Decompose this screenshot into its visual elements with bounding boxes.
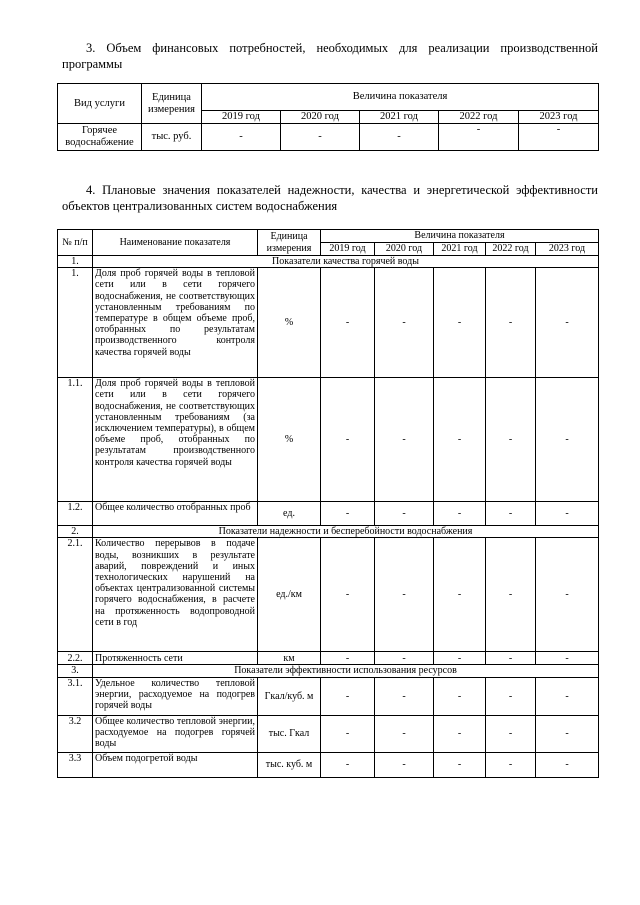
cell-num: 1.2. — [58, 502, 93, 526]
cell-unit: км — [258, 652, 321, 665]
cell-num: 3.2 — [58, 715, 93, 752]
group-num: 1. — [58, 256, 93, 268]
cell-name: Доля проб горячей воды в тепловой сети или в сети горячего водоснабжения, не соответствующих установленным требованиям (за исключением температуры), в общем объеме проб, отобранных по результатам производственного контроля качества горячей воды — [93, 378, 258, 502]
table-row — [58, 124, 599, 151]
cell-name: Удельное количество тепловой энергии, расходуемое на подогрев горячей воды — [93, 677, 258, 715]
cell-value: - — [486, 752, 536, 777]
cell-unit: ед. — [258, 502, 321, 526]
group-num: 3. — [58, 665, 93, 677]
header-year: 2022 год — [486, 243, 536, 256]
cell-num: 3.3 — [58, 752, 93, 777]
cell-value: - — [375, 378, 434, 502]
cell-value: - — [434, 538, 486, 652]
cell-value: - — [486, 538, 536, 652]
table-row — [58, 502, 599, 526]
cell-value: - — [486, 677, 536, 715]
cell-name: Общее количество тепловой энергии, расходуемое на подогрев горячей воды — [93, 715, 258, 752]
cell-num: 2.1. — [58, 538, 93, 652]
header-year: 2023 год — [519, 111, 599, 124]
header-value: Величина показателя — [321, 230, 599, 243]
financial-needs-table — [57, 83, 599, 151]
cell-value: - — [321, 652, 375, 665]
cell-value: - — [536, 715, 599, 752]
cell-value: - — [486, 268, 536, 378]
cell-value: - — [434, 677, 486, 715]
cell-value: - — [536, 502, 599, 526]
cell-value: - — [375, 502, 434, 526]
cell-service: Горячее водоснабжение — [58, 124, 142, 151]
header-unit: Единица измерения — [142, 84, 202, 124]
cell-value: - — [375, 677, 434, 715]
group-title: Показатели надежности и бесперебойности водоснабжения — [93, 526, 599, 538]
cell-unit: тыс. руб. — [142, 124, 202, 151]
cell-value: - — [536, 677, 599, 715]
cell-value: - — [360, 124, 439, 151]
cell-num: 3.1. — [58, 677, 93, 715]
cell-value: - — [321, 502, 375, 526]
cell-unit: % — [258, 268, 321, 378]
group-title: Показатели эффективности использования ресурсов — [93, 665, 599, 677]
cell-value: - — [321, 538, 375, 652]
header-year: 2020 год — [281, 111, 360, 124]
group-row — [58, 256, 599, 268]
cell-unit: Гкал/куб. м — [258, 677, 321, 715]
group-title: Показатели качества горячей воды — [93, 256, 599, 268]
cell-value: - — [536, 538, 599, 652]
table-row — [58, 378, 599, 502]
section4-heading: 4. Плановые значения показателей надежности, качества и энергетической эффективности объектов централизованных систем водоснабжения — [62, 183, 598, 213]
cell-value: - — [434, 715, 486, 752]
group-row — [58, 665, 599, 677]
indicators-table — [57, 229, 599, 778]
cell-unit: % — [258, 378, 321, 502]
header-service: Вид услуги — [58, 84, 142, 124]
table-row — [58, 677, 599, 715]
cell-name: Объем подогретой воды — [93, 752, 258, 777]
cell-value: - — [536, 268, 599, 378]
cell-name: Общее количество отобранных проб — [93, 502, 258, 526]
group-row — [58, 526, 599, 538]
cell-name: Количество перерывов в подаче воды, возникших в результате аварий, повреждений и иных технологических нарушений на объектах централизованной системы горячего водоснабжения, в расчете на протяженность водопроводной сети в год — [93, 538, 258, 652]
header-num: № п/п — [58, 230, 93, 256]
cell-unit: тыс. куб. м — [258, 752, 321, 777]
cell-value: - — [486, 715, 536, 752]
cell-num: 2.2. — [58, 652, 93, 665]
cell-value: - — [519, 124, 599, 151]
cell-unit: тыс. Гкал — [258, 715, 321, 752]
cell-value: - — [375, 268, 434, 378]
header-year: 2019 год — [202, 111, 281, 124]
cell-value: - — [434, 752, 486, 777]
cell-value: - — [434, 652, 486, 665]
cell-value: - — [375, 652, 434, 665]
cell-name: Доля проб горячей воды в тепловой сети или в сети горячего водоснабжения, не соответствующих установленным требованиям по температуре в общем объеме проб, отобранных по результатам производственного контроля качества горячей воды — [93, 268, 258, 378]
table-row — [58, 715, 599, 752]
table-row — [58, 752, 599, 777]
cell-value: - — [202, 124, 281, 151]
table-row — [58, 538, 599, 652]
header-year: 2021 год — [360, 111, 439, 124]
header-value: Величина показателя — [202, 84, 599, 111]
cell-value: - — [321, 715, 375, 752]
cell-value: - — [486, 502, 536, 526]
cell-value: - — [321, 677, 375, 715]
header-year: 2021 год — [434, 243, 486, 256]
cell-value: - — [536, 378, 599, 502]
cell-value: - — [375, 715, 434, 752]
cell-value: - — [321, 752, 375, 777]
cell-value: - — [536, 652, 599, 665]
cell-value: - — [434, 378, 486, 502]
table-row — [58, 652, 599, 665]
cell-name: Протяженность сети — [93, 652, 258, 665]
header-year: 2020 год — [375, 243, 434, 256]
cell-value: - — [486, 378, 536, 502]
header-unit: Единица измерения — [258, 230, 321, 256]
cell-unit: ед./км — [258, 538, 321, 652]
cell-value: - — [439, 124, 519, 151]
cell-value: - — [375, 538, 434, 652]
section3-heading: 3. Объем финансовых потребностей, необходимых для реализации производственной программы — [62, 41, 598, 71]
cell-value: - — [375, 752, 434, 777]
cell-value: - — [321, 378, 375, 502]
cell-value: - — [434, 268, 486, 378]
cell-value: - — [486, 652, 536, 665]
cell-value: - — [536, 752, 599, 777]
cell-num: 1.1. — [58, 378, 93, 502]
header-year: 2022 год — [439, 111, 519, 124]
group-num: 2. — [58, 526, 93, 538]
header-year: 2023 год — [536, 243, 599, 256]
header-name: Наименование показателя — [93, 230, 258, 256]
cell-num: 1. — [58, 268, 93, 378]
cell-value: - — [281, 124, 360, 151]
cell-value: - — [321, 268, 375, 378]
table-row — [58, 268, 599, 378]
cell-value: - — [434, 502, 486, 526]
header-year: 2019 год — [321, 243, 375, 256]
